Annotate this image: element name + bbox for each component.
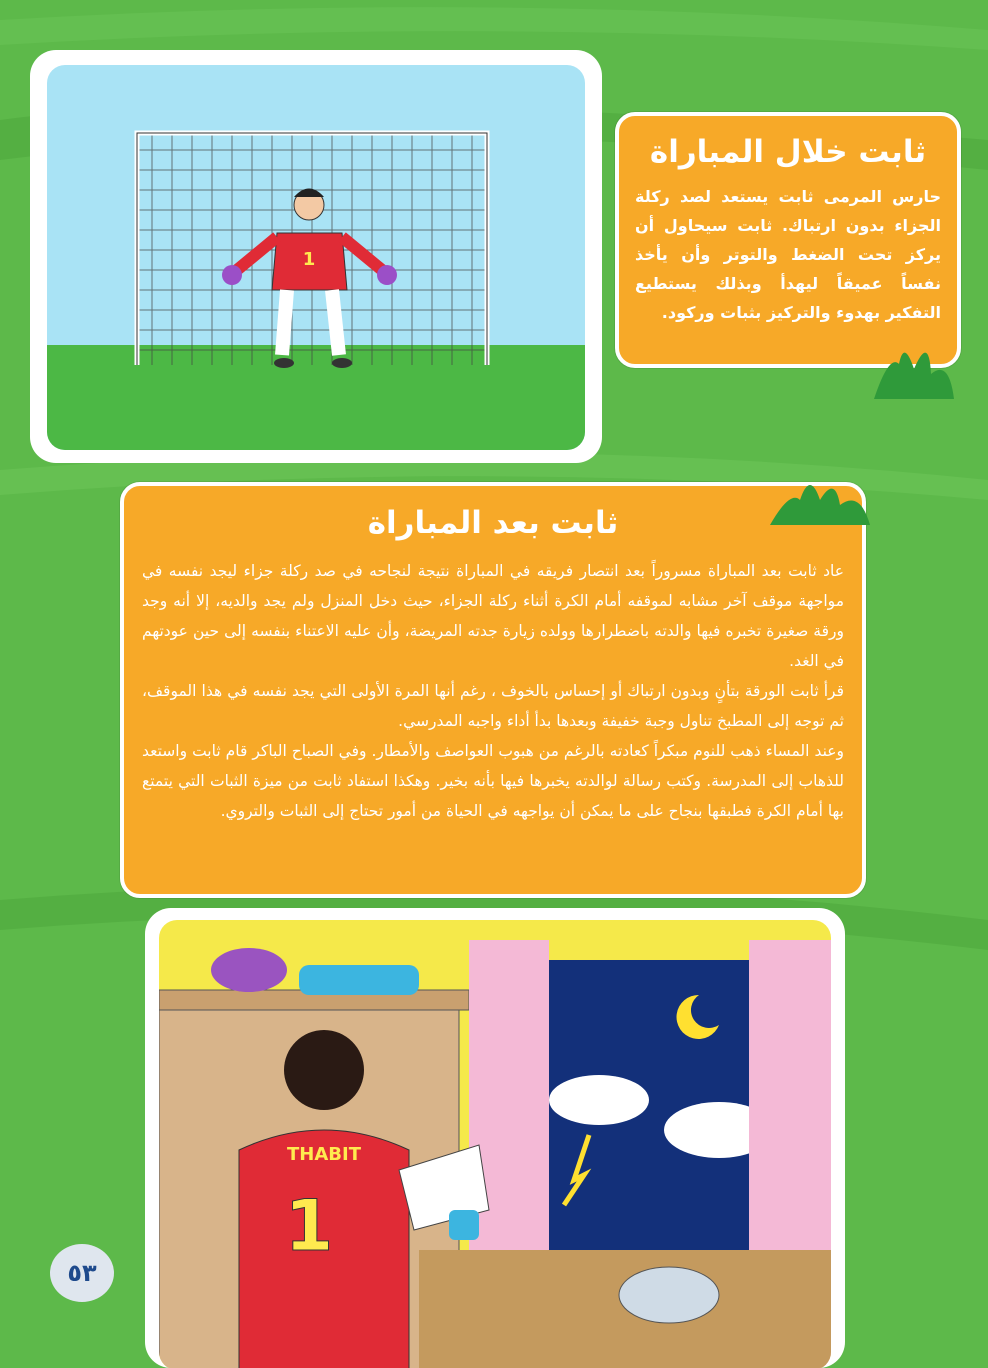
during-match-title: ثابت خلال المباراة <box>649 134 927 170</box>
bedroom-illustration-frame <box>145 908 845 1368</box>
jersey-name-text: THABIT <box>287 1144 361 1165</box>
page-number: ٥٣ <box>50 1244 114 1302</box>
bedroom-illustration <box>159 920 831 1368</box>
after-match-paragraph: قرأ ثابت الورقة بتأنٍ وبدون ارتباك أو إحساس بالخوف ، رغم أنها المرة الأولى التي يجد نفسه في هذا الموقف، ثم توجه إلى المطبخ تناول وجبة خفيفة وبعدها بدأ أداء واجبه المدرسي. <box>142 682 844 730</box>
after-match-box <box>120 482 866 898</box>
grass-tuft-icon <box>869 334 959 404</box>
grass-tuft-icon <box>765 470 875 530</box>
after-match-paragraph: وعند المساء ذهب للنوم مبكراً كعادته بالرغم من هبوب العواصف والأمطار. وفي الصباح الباكر قام ثابت واستعد للذهاب إلى المدرسة. وكتب رسالة لوالدته يخبرها فيها بأنه بخير. وهكذا استفاد ثابت من ميزة الثبات التي يتمتع بها أمام الكرة فطبقها بنجاح على ما يمكن أن يواجهه في الحياة من أمور تحتاج إلى الثبات والتروي. <box>142 742 844 820</box>
during-match-box <box>615 112 961 368</box>
goalkeeper-illustration-frame <box>30 50 602 463</box>
goalkeeper-illustration <box>47 65 585 450</box>
jersey-number-text: 1 <box>284 1185 334 1267</box>
after-match-paragraph: عاد ثابت بعد المباراة مسروراً بعد انتصار فريقه في المباراة نتيجة لنجاحه في صد ركلة جزاء ليجد نفسه في مواجهة موقف آخر مشابه لموقفه أمام الكرة أثناء ركلة الجزاء، حيث دخل المنزل ولم يجد والديه، إلا أنه وجد ورقة صغيرة تخبره فيها والدته باضطرارها وولده زيارة جدته المريضة، وأن عليه الاعتناء بنفسه إلى حين عودتهم في الغد. <box>142 562 844 670</box>
goalkeeper-shirt-number: 1 <box>302 249 316 270</box>
during-match-text: حارس المرمى ثابت يستعد لصد ركلة الجزاء بدون ارتباك. ثابت سيحاول أن يركز تحت الضغط والتوتر وأن يأخذ نفساً عميقاً ليهدأ وبذلك يستطيع التفكير بهدوء والتركيز بثبات وركود. <box>635 187 941 322</box>
after-match-title: ثابت بعد المباراة <box>367 505 619 541</box>
